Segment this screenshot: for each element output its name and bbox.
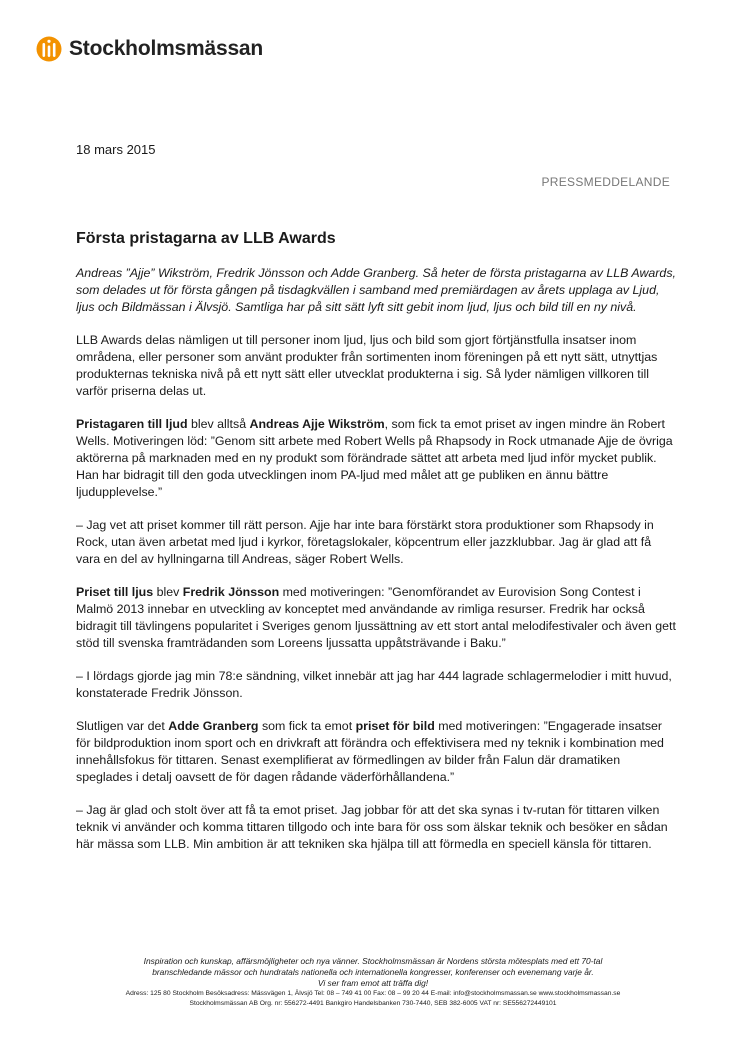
press-date: 18 mars 2015 [76,142,156,157]
paragraph-sound-prize: Pristagaren till ljud blev alltså Andreas Ajje Wikström, som fick ta emot priset av ingen mindre än Robert Wells. Motiveringen löd: ”Genom sitt arbete med Robert Wells på Rhapsody in Rock utmanade Ajje de övriga aktörerna på marknaden med en ny produkt som förändrade sättet att arbeta med ljud inför mycket publik. Han har bidragit till den goda utvecklingen inom PA-ljud med målet att ge publiken en ännu bättre ljudupplevelse.” [76,417,673,499]
light-winner-name: Fredrik Jönsson [182,585,280,599]
article-lead: Andreas ”Ajje” Wikström, Fredrik Jönsson och Adde Granberg. Så heter de första pristagarna av LLB Awards, som delades ut för första gången på tisdagkvällen i samband med premiärdagen av årets upplaga av Ljud, ljus och Bildmässan i Älvsjö. Samtliga har på sitt sätt lyft sitt gebit inom ljud, ljus och bild till en ny nivå. [76,266,676,314]
document-type-label: PRESSMEDDELANDE [541,175,670,189]
paragraph-intro: LLB Awards delas nämligen ut till personer inom ljud, ljus och bild som gjort förtjänstfulla insatser inom områdena, eller personer som använt produkter från sortimenten inom föreningen på ett nytt sätt, utnyttjas produkternas tekniska nivå på ett nytt sätt eller utvecklat produkterna i sig. Så lyder nämligen villkoren till varför priserna delas ut. [76,333,658,398]
page-footer [0,956,746,1009]
paragraph-image-prize: Slutligen var det Adde Granberg som fick ta emot priset för bild med motiveringen: ”Engagerade insatser för bildproduktion inom sport och en drivkraft att förändra och effektivisera med ny teknik i kombination med innehållsfokus för tittaren. Senast exemplifierat av förmedlingen av bilder från Falun där dramatiken speglades i detalj oavsett de för dagen rådande väderförhållandena.” [76,719,664,784]
stockholmsmassan-logo-icon [36,36,62,62]
paragraph-light-prize: Priset till ljus blev Fredrik Jönsson med motiveringen: ”Genomförandet av Eurovision Song Contest i Malmö 2013 innebar en utveckling av konceptet med användande av rimliga resurser. Fredrik har också bidragit till tävlingens popularitet i Sveriges genom ljussättning av ett stort antal melodifestivaler och även gett stöd till svenska framträdanden som Loreens ljussatta uppåtsträvande i Baku.” [76,585,676,650]
logo-text: Stockholmsmässan [69,37,264,60]
sound-winner-name: Andreas Ajje Wikström [249,417,385,431]
footer-tagline-3: Vi ser fram emot att träffa dig! [317,978,429,988]
sound-prize-heading: Pristagaren till ljud [76,417,188,431]
company-logo [36,36,263,62]
footer-tagline-2: branschledande mässor och hundratals nationella och internationella kongresser, konferenser och evenemang varje år. [152,967,594,977]
paragraph-granberg-quote: – Jag är glad och stolt över att få ta emot priset. Jag jobbar för att det ska synas i tv-rutan för tittaren vilken teknik vi använder och komma tittaren tillgodo och inte bara för oss som älskar teknik och besöker en sådan här mässa som LLB. Min ambition är att tekniken ska hjälpa till att förmedla en speciell känsla för tittaren. [76,803,668,851]
image-winner-name: Adde Granberg [168,719,259,733]
footer-company-info: Stockholmsmässan AB Org. nr: 556272-4491 Bankgiro Handelsbanken 730-7440, SEB 382-6005 VAT nr: SE556272449101 [189,1000,557,1007]
image-prize-heading: priset för bild [355,719,435,733]
footer-contact: Adress: 125 80 Stockholm Besöksadress: Mässvägen 1, Älvsjö Tel: 08 – 749 41 00 Fax: 08 – 99 20 44 E-mail: info@stockholmsmassan.se www.stockholmsmassan.se [125,990,621,997]
article-body [76,230,676,869]
paragraph-wells-quote: – Jag vet att priset kommer till rätt person. Ajje har inte bara förstärkt stora produktioner som Rhapsody in Rock, utan även arbetat med ljud i kyrkor, företagslokaler, köpcentrum eller jazzklubbar. Jag är glad att få vara en del av hyllningarna till Andreas, säger Robert Wells. [76,518,654,566]
article-title: Första pristagarna av LLB Awards [76,230,336,247]
light-prize-heading: Priset till ljus [76,585,154,599]
paragraph-jonsson-quote: – I lördags gjorde jag min 78:e sändning, vilket innebär att jag har 444 lagrade schlagermelodier i mitt huvud, konstaterade Fredrik Jönsson. [76,669,672,700]
footer-tagline-1: Inspiration och kunskap, affärsmöjligheter och nya vänner. Stockholmsmässan är Nordens största mötesplats med ett 70-tal [143,956,603,966]
